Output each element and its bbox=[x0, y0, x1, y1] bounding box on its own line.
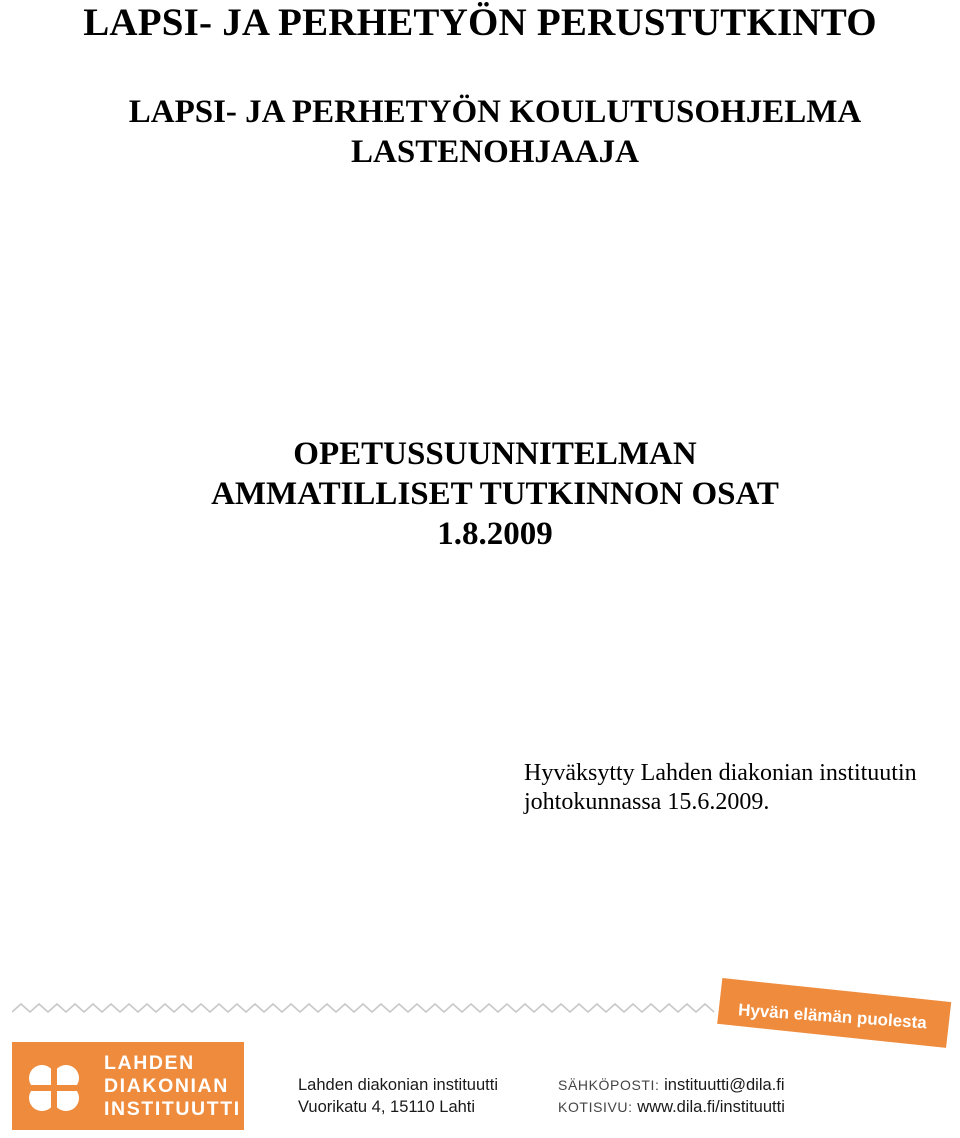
decorative-zigzag bbox=[12, 998, 722, 1020]
logo-line-2: DIAKONIAN bbox=[104, 1075, 229, 1097]
subtitle-line-2: LASTENOHJAAJA bbox=[351, 134, 639, 170]
slogan-text: Hyvän elämän puolesta bbox=[737, 1000, 928, 1033]
address-line-2: Vuorikatu 4, 15110 Lahti bbox=[298, 1098, 476, 1116]
address-line-1: Lahden diakonian instituutti bbox=[298, 1076, 498, 1094]
curriculum-date: 1.8.2009 bbox=[437, 516, 553, 552]
heart-cross-icon bbox=[22, 1056, 86, 1118]
approval-note bbox=[524, 759, 917, 817]
logo-line-1: LAHDEN bbox=[104, 1052, 195, 1074]
email-link[interactable]: instituutti@dila.fi bbox=[664, 1076, 785, 1094]
email-label: SÄHKÖPOSTI: bbox=[558, 1077, 660, 1093]
subtitle-line-1: LAPSI- JA PERHETYÖN KOULUTUSOHJELMA bbox=[128, 94, 862, 130]
web-row bbox=[558, 1096, 785, 1118]
web-link[interactable]: www.dila.fi/instituutti bbox=[637, 1098, 785, 1116]
curriculum-line-1: OPETUSSUUNNITELMAN bbox=[293, 436, 697, 472]
footer-contact bbox=[558, 1074, 785, 1118]
logo-line-3: INSTITUUTTI bbox=[104, 1098, 241, 1120]
institute-logo bbox=[12, 1042, 244, 1130]
main-title: LAPSI- JA PERHETYÖN PERUSTUTKINTO bbox=[83, 1, 877, 44]
footer-address bbox=[298, 1074, 498, 1118]
slogan-banner bbox=[714, 978, 956, 1054]
approval-line-1: Hyväksytty Lahden diakonian instituutin bbox=[524, 760, 917, 786]
email-row bbox=[558, 1074, 785, 1096]
approval-line-2: johtokunnassa 15.6.2009. bbox=[524, 789, 770, 815]
subtitle-block bbox=[0, 92, 960, 172]
curriculum-heading bbox=[0, 434, 960, 554]
web-label: KOTISIVU: bbox=[558, 1099, 633, 1115]
curriculum-line-2: AMMATILLISET TUTKINNON OSAT bbox=[211, 476, 779, 512]
logo-wordmark bbox=[104, 1052, 241, 1121]
